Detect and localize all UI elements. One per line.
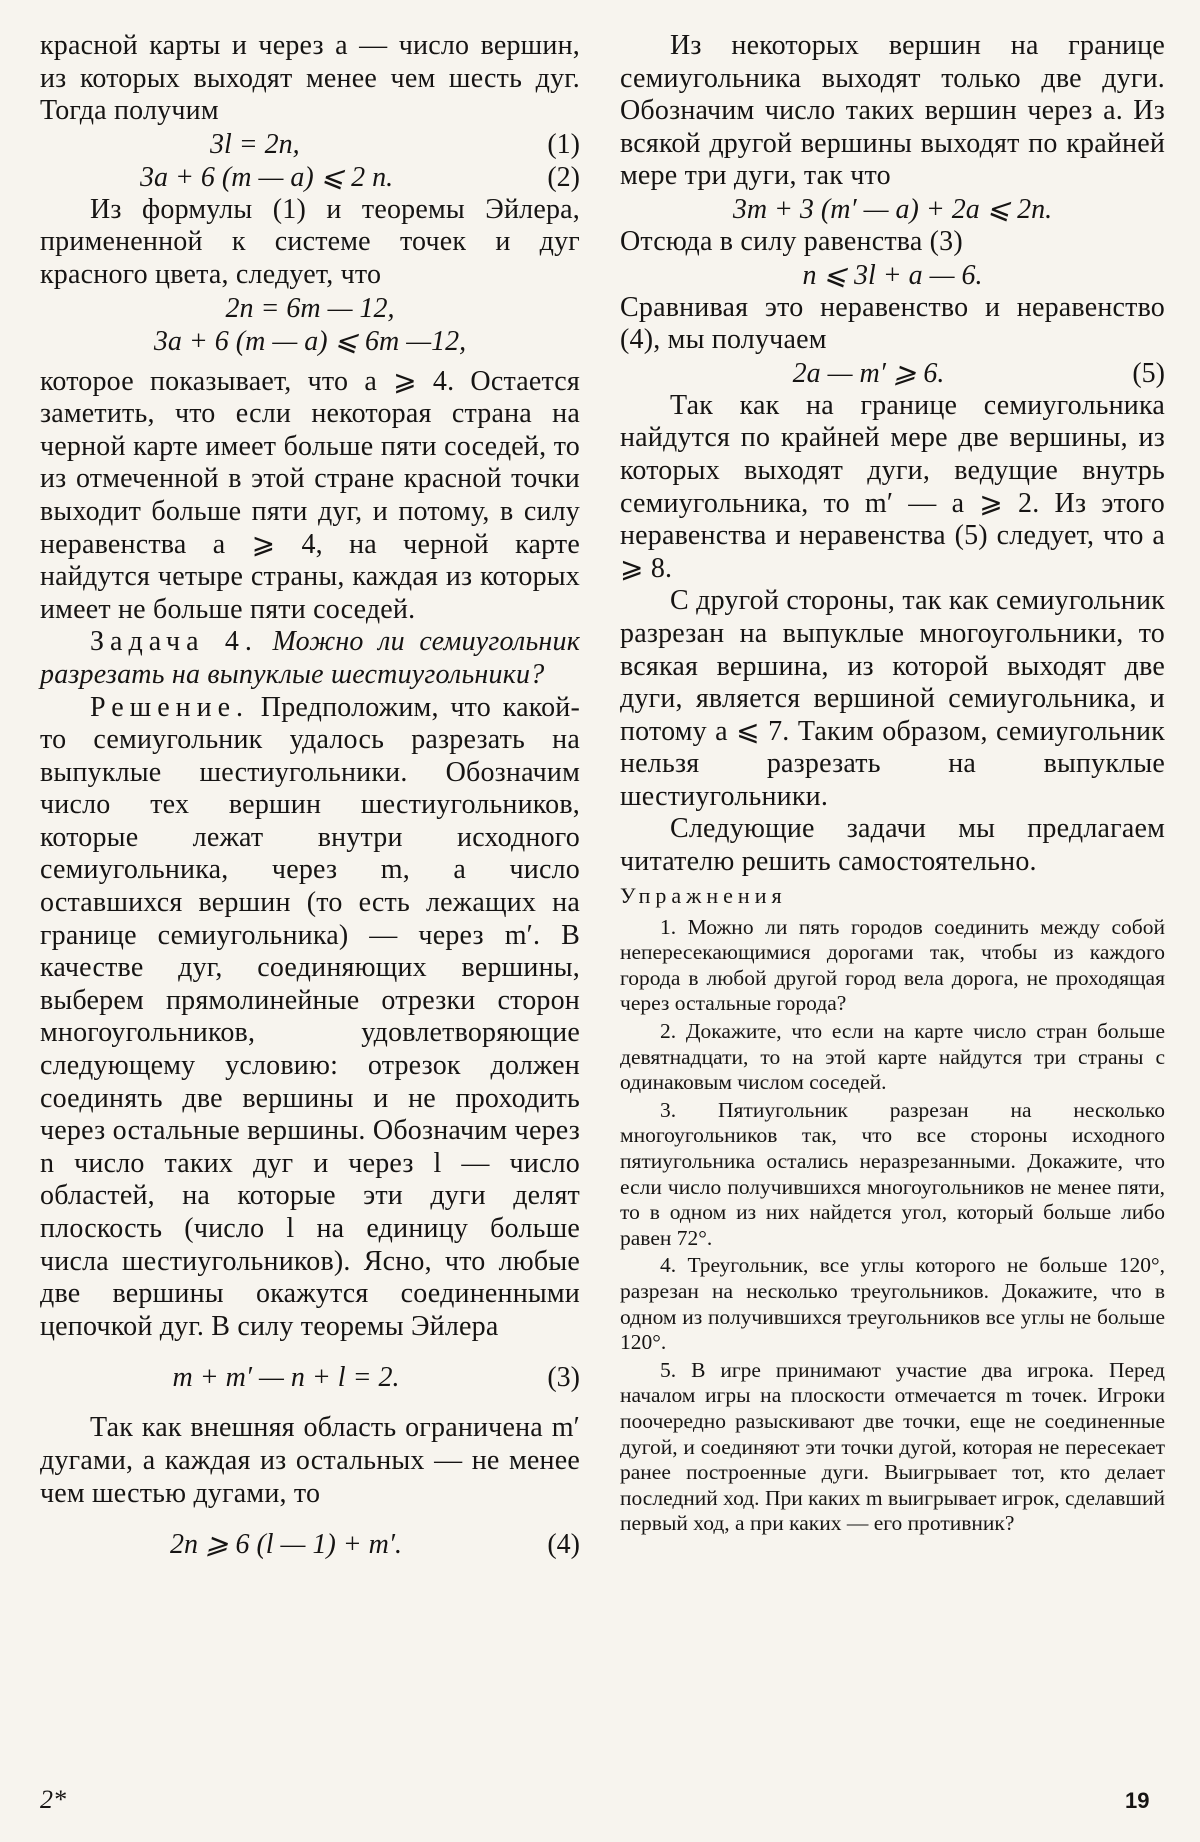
right-paragraph-3: Сравнивая это неравенство и неравенство (4), мы получаем [620,291,1165,356]
exercises-title: Упражнения [620,882,787,908]
equation-7-number: (5) [1132,357,1165,389]
equation-plain-1-math: 2n = 6m — 12, [225,292,395,324]
equation-plain-2 [40,325,580,358]
right-column [620,30,1165,1539]
equation-2 [40,161,580,194]
equation-7 [620,357,1165,390]
exercise-4: 4. Треугольник, все углы которого не больше 120°, разрезан на несколько треугольников. Докажите, что в одном из получившихся треугольников все углы не больше 120°. [620,1253,1165,1355]
task-label: Задача 4. [90,626,258,658]
equation-4-number: (4) [547,1529,580,1561]
right-paragraph-2: Отсюда в силу равенства (3) [620,225,963,257]
solution [40,692,580,1344]
equation-2-number: (2) [547,161,580,193]
equation-7-math: 2a — m′ ⩾ 6. [792,357,945,389]
equation-plain-1 [40,292,580,325]
equation-3-math: m + m′ — n + l = 2. [172,1362,400,1394]
equation-4 [40,1528,580,1561]
exercise-3: 3. Пятиугольник разрезан на несколько многоугольников так, что все стороны исходного пятиугольника остались неразрезанными. Докажите, что если число получившихся многоугольников не менее пяти, то в одном из них найдется угол, который больше либо равен 72°. [620,1097,1165,1250]
right-paragraph-4: Так как на границе семиугольника найдутся по крайней мере две вершины, из которых выходят дуги, ведущие внутрь семиугольника, то m′ — a ⩾ 2. Из этого неравенства и неравенства (5) следует, что a ⩾ 8. [620,389,1165,584]
right-paragraph-1: Из некоторых вершин на границе семиугольника выходят только две дуги. Обозначим число таких вершин через a. Из всякой другой вершины выходят по крайней мере три дуги, так что [620,30,1165,192]
right-paragraph-5: С другой стороны, так как семиугольник разрезан на выпуклые многоугольники, то всякая вершина, из которой выходят две дуги, является вершиной семиугольника, и потому a ⩽ 7. Таким образом, семиугольник нельзя разрезать на выпуклые шестиугольники. [620,585,1165,812]
equation-3-number: (3) [547,1362,580,1394]
exercise-5: 5. В игре принимают участие два игрока. Перед началом игры на плоскости отмечается m точек. Игроки поочередно разыскивают две точки, еще не соединенные дугой, и соединяют эти точки дугой, которая не пересекает ранее построенные дуги. Выигрывает тот, кто делает последний ход. При каких m выигрывает игрок, сделавший первый ход, а при каких — его противник? [620,1357,1165,1536]
left-paragraph-3: которое показывает, что a ⩾ 4. Остается заметить, что если некоторая страна на черной карте имеет больше пяти соседей, то из отмеченной в этой стране красной точки выходит больше пяти дуг, и потому, в силу неравенства a ⩾ 4, на черной карте найдутся четыре страны, каждая из которых имеет не больше пяти соседей. [40,365,580,625]
equation-2-math: 3a + 6 (m — a) ⩽ 2 n. [140,161,394,193]
left-column [40,30,580,1561]
equation-6-math: n ⩽ 3l + a — 6. [802,259,983,291]
right-paragraph-6: Следующие задачи мы предлагаем читателю решить самостоятельно. [620,813,1165,878]
equation-1-math: 3l = 2n, [210,128,300,160]
task-text: Можно ли семиугольник разрезать на выпуклые шестиугольники? [40,626,580,690]
left-paragraph-1: красной карты и через a — число вершин, из которых выходят менее чем шесть дуг. Тогда получим [40,30,580,127]
signature-mark: 2* [40,1785,66,1814]
equation-5-math: 3m + 3 (m′ — a) + 2a ⩽ 2n. [732,193,1053,225]
equation-plain-2-math: 3a + 6 (m — a) ⩽ 6m —12, [153,325,467,357]
exercise-1: 1. Можно ли пять городов соединить между собой непересекающимися дорогами так, чтобы из каждого города в любой другой город вела дорога, не проходящая через остальные города? [620,914,1165,1016]
equation-1 [40,128,580,161]
left-paragraph-2: Из формулы (1) и теоремы Эйлера, примененной к системе точек и дуг красного цвета, следует, что [40,193,580,290]
solution-text: Предположим, что какой-то семиугольник удалось разрезать на выпуклые шестиугольники. Обозначим число тех вершин шестиугольников, которые лежат внутри исходного семиугольника, через m, а число оставшихся вершин (то есть лежащих на границе семиугольника) — через m′. В качестве дуг, соединяющих вершины, выберем прямолинейные отрезки сторон многоугольников, удовлетворяющие следующему условию: отрезок должен соединять две вершины и не проходить через остальные вершины. Обозначим через n число таких дуг и через l — число областей, на которые эти дуги делят плоскость (число l на единицу больше числа шестиугольников). Ясно, что любые две вершины окажутся соединенными цепочкой дуг. В силу теоремы Эйлера [40,691,580,1342]
equation-1-number: (1) [547,128,580,160]
equation-4-math: 2n ⩾ 6 (l — 1) + m′. [169,1529,403,1561]
solution-label: Решение. [90,691,250,723]
equation-5 [620,193,1165,226]
left-paragraph-4: Так как внешняя область ограничена m′ дугами, а каждая из остальных — не менее чем шестью дугами, то [40,1412,580,1509]
page-number: 19 [1125,1788,1150,1813]
task-4 [40,626,580,691]
exercise-2: 2. Докажите, что если на карте число стран больше девятнадцати, то на этой карте найдутся три страны с одинаковым числом соседей. [620,1019,1165,1095]
equation-3 [40,1361,580,1394]
equation-6 [620,259,1165,292]
